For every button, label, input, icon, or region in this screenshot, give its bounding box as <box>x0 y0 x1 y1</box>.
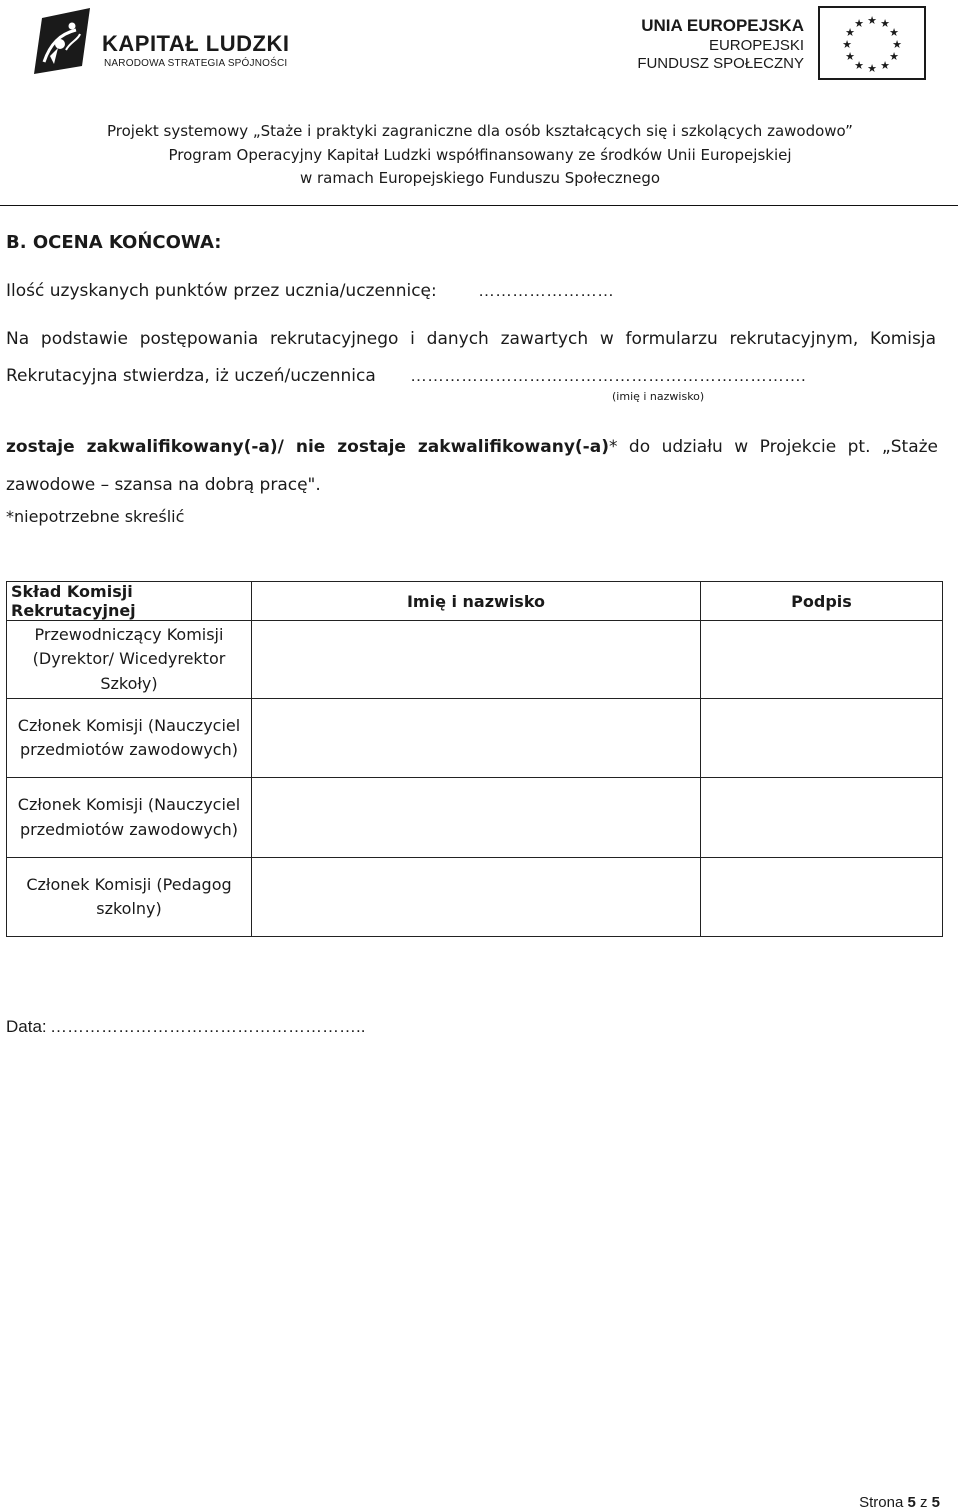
name-cell[interactable] <box>252 621 701 699</box>
header-divider <box>0 205 958 206</box>
svg-text:★: ★ <box>889 50 899 63</box>
role-cell <box>7 778 252 858</box>
signature-cell[interactable] <box>701 621 943 699</box>
column-header: Skład Komisji Rekrutacyjnej <box>7 582 252 621</box>
footnote: *niepotrzebne skreślić <box>6 507 185 526</box>
name-hint: (imię i nazwisko) <box>612 390 705 403</box>
decision-bold: zostaje zakwalifikowany(-a)/ nie zostaje zakwalifikowany(-a) <box>6 437 609 457</box>
decision-text <box>6 428 938 504</box>
eu-logo-line3: FUNDUSZ SPOŁECZNY <box>637 55 804 72</box>
page-separator: z <box>919 1494 928 1511</box>
student-name-blank: ……………………………………………………………. <box>410 366 806 385</box>
role-cell <box>7 621 252 699</box>
signature-cell[interactable] <box>701 699 943 778</box>
project-line: w ramach Europejskiego Funduszu Społecznego <box>299 169 661 187</box>
eu-logo-line1: UNIA EUROPEJSKA <box>641 16 804 35</box>
points-blank: …………………… <box>478 281 614 300</box>
date-label: Data: <box>6 1017 47 1036</box>
role-text: Członek Komisji (Nauczyciel przedmiotów zawodowych) <box>17 715 241 759</box>
decision-rest: * do udziału w Projekcie pt. „Staże zawodowe – szansa na dobrą pracę". <box>6 437 938 495</box>
role-text: Członek Komisji (Pedagog szkolny) <box>26 874 232 918</box>
name-cell[interactable] <box>252 858 701 937</box>
column-header: Podpis <box>701 582 943 621</box>
name-cell[interactable] <box>252 778 701 858</box>
signature-cell[interactable] <box>701 778 943 858</box>
kapital-ludzki-subtitle: NARODOWA STRATEGIA SPÓJNOŚCI <box>104 58 288 69</box>
role-cell <box>7 699 252 778</box>
page-number <box>859 1494 940 1511</box>
signature-cell[interactable] <box>701 858 943 937</box>
total-pages: 5 <box>931 1494 940 1511</box>
current-page: 5 <box>907 1494 916 1511</box>
eu-flag-icon <box>818 6 926 80</box>
table-row <box>7 858 943 937</box>
committee-table <box>6 581 943 937</box>
column-header: Imię i nazwisko <box>252 582 701 621</box>
statement-paragraph: Na podstawie postępowania rekrutacyjnego i danych zawartych w formularzu rekrutacyjnym, Komisja <box>6 329 936 349</box>
table-row <box>7 621 943 699</box>
name-cell[interactable] <box>252 699 701 778</box>
svg-text:★: ★ <box>880 17 890 30</box>
date-blank: ……………………………………………….. <box>50 1017 366 1036</box>
svg-text:★: ★ <box>845 50 855 63</box>
table-row <box>7 699 943 778</box>
section-title: B. OCENA KOŃCOWA: <box>6 232 222 253</box>
svg-text:★: ★ <box>842 38 852 51</box>
svg-text:★: ★ <box>892 38 902 51</box>
kapital-ludzki-logo <box>30 4 290 84</box>
svg-text:★: ★ <box>845 26 855 39</box>
statement-continuation: Rekrutacyjna stwierdza, iż uczeń/uczennica <box>6 366 376 386</box>
project-line: Projekt systemowy „Staże i praktyki zagraniczne dla osób kształcących się i szkolących zawodowo” <box>107 122 853 140</box>
svg-text:★: ★ <box>854 59 864 72</box>
eu-logo-line2: EUROPEJSKI <box>708 37 804 54</box>
table-header-row <box>7 582 943 621</box>
eu-logo <box>637 6 930 82</box>
project-description <box>0 120 960 191</box>
kapital-ludzki-emblem-icon <box>30 4 100 84</box>
project-line: Program Operacyjny Kapitał Ludzki współfinansowany ze środków Unii Europejskiej <box>168 145 792 164</box>
role-cell <box>7 858 252 937</box>
svg-text:★: ★ <box>889 26 899 39</box>
svg-text:★: ★ <box>880 59 890 72</box>
svg-text:★: ★ <box>867 14 877 27</box>
svg-text:★: ★ <box>854 17 864 30</box>
table-row <box>7 778 943 858</box>
role-text: Przewodniczący Komisji (Dyrektor/ Wicedyrektor Szkoły) <box>32 624 226 693</box>
svg-text:★: ★ <box>867 62 877 75</box>
kapital-ludzki-name: KAPITAŁ LUDZKI <box>102 31 290 56</box>
points-label: Ilość uzyskanych punktów przez ucznia/uczennicę: <box>6 281 437 301</box>
role-text: Członek Komisji (Nauczyciel przedmiotów zawodowych) <box>17 795 241 839</box>
page-prefix: Strona <box>859 1494 904 1511</box>
